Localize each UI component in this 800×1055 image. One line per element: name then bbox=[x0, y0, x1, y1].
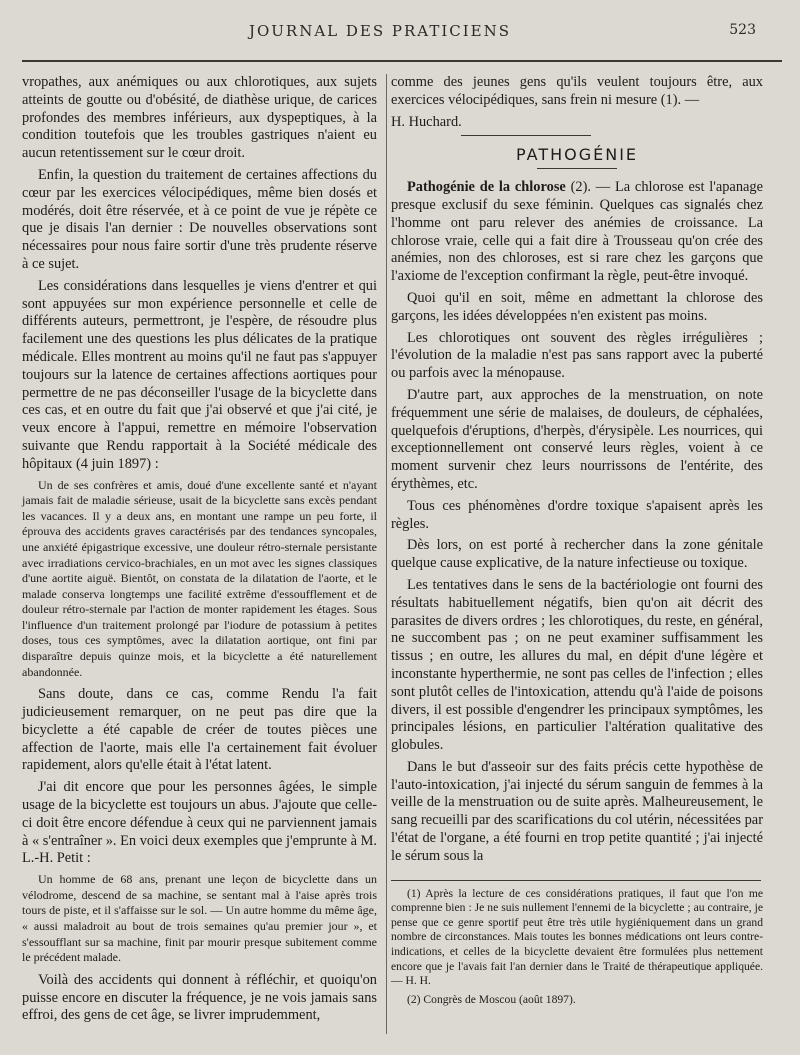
section-separator bbox=[461, 135, 591, 136]
left-column bbox=[22, 74, 377, 1029]
paragraph: Enfin, la question du traitement de certaines affections du cœur par les exercices vélocipédiques, même bien dosés et modérés, doit être réservée, et à ce point de vue je répète ce que je disais l'an dernier : De nouvelles observations sont nécessaires pour nous faire sortir d'une très prudente réserve à ce sujet. bbox=[22, 166, 377, 272]
paragraph: D'autre part, aux approches de la menstruation, on note fréquemment une série de malaises, de douleurs, de céphalées, quelquefois d'éruptions, d'herpès, d'érysipèle. Les nourrices, qui exceptionnellement ont conservé leurs règles, voient à ce moment survenir chez leurs nourrissons de l'entérite, des érythèmes, etc. bbox=[391, 386, 763, 492]
heading-underline bbox=[537, 168, 617, 169]
article-title: Pathogénie de la chlorose bbox=[407, 179, 566, 196]
section-heading: PATHOGÉNIE bbox=[515, 145, 639, 165]
footnote-rule bbox=[391, 880, 761, 881]
paragraph: J'ai dit encore que pour les personnes âgées, le simple usage de la bicyclette est toujours un abus. J'ajoute que celle-ci doit être encore défendue à ceux qui ne parviennent jamais à « s'entraîner ». En voici deux exemples que j'emprunte à M. L.-H. Petit : bbox=[22, 779, 377, 867]
observation-paragraph: Un homme de 68 ans, prenant une leçon de bicyclette dans un vélodrome, descend de sa machine, se sentant mal à l'aise après trois tours de piste, et il s'affaisse sur le sol. — Un autre homme du même âge, « aussi maladroit au bout de trois semaines qu'au premier jour », et s'essoufflant sur sa machine, finit par mourir presque subitement comme le précédent malade. bbox=[22, 872, 377, 965]
paragraph bbox=[391, 179, 763, 286]
paragraph: Sans doute, dans ce cas, comme Rendu l'a fait judicieusement remarquer, on ne peut pas dire que la bicyclette a été capable de créer de toutes pièces une affection de l'aorte, mais elle l'a certainement fait évoluer rapidement, alors qu'elle était à l'état latent. bbox=[22, 686, 377, 774]
paragraph: Dans le but d'asseoir sur des faits précis cette hypothèse de l'auto-intoxication, j'ai injecté du sérum sanguin de femmes à la veille de la menstruation ou de suite après. Malheureusement, le sang recueilli par des scarifications du col utérin, nécessitées par l'état de l'organe, a été fourni en trop petite quantité ; j'ai injecté le sérum sous la bbox=[391, 758, 763, 864]
author-signature: H. Huchard. bbox=[391, 113, 462, 130]
footnote: (2) Congrès de Moscou (août 1897). bbox=[407, 992, 576, 1006]
journal-title: JOURNAL DES PRATICIENS bbox=[248, 22, 512, 40]
header-rule bbox=[22, 60, 782, 62]
running-header bbox=[0, 22, 800, 42]
paragraph: Dès lors, on est porté à rechercher dans la zone génitale quelque cause explicative, de la nature infectieuse ou toxique. bbox=[391, 537, 763, 572]
paragraph: Tous ces phénomènes d'ordre toxique s'apaisent après les règles. bbox=[391, 497, 763, 532]
column-divider bbox=[386, 74, 387, 1034]
footnote: (1) Après la lecture de ces considérations pratiques, il faut que l'on me comprenne bien : Je ne suis nullement l'ennemi de la bicyclette ; au contraire, je pense que ce genre sportif peut être très utile hygiéniquement dans un grand nombre de circonstances. Mais toutes les bonnes médications ont leurs contre-indications, et celles de la bicyclette devaient être formulées plus nettement encore que je l'avais fait l'an dernier dans le Traité de thérapeutique appliquée. — H. H. bbox=[391, 886, 763, 988]
paragraph: vropathes, aux anémiques ou aux chlorotiques, aux sujets atteints de goutte ou d'obésité, de diathèse urique, de carices profondes des membres inférieurs, aux dyspeptiques, à la condition toutefois que les troubles gastriques n'aient eu aucun retentissement sur le cœur droit. bbox=[22, 74, 377, 162]
page-number: 523 bbox=[729, 22, 756, 38]
right-column bbox=[391, 74, 763, 1011]
paragraph: Quoi qu'il en soit, même en admettant la chlorose des garçons, les idées développées n'en existent pas moins. bbox=[391, 289, 763, 324]
paragraph-text: (2). — La chlorose est l'apanage presque exclusif du sexe féminin. Quelques cas signalés chez l'homme ont paru relever des anémies de croissance. La chlorose vraie, celle qui a fait dire à Trousseau qu'on crée des anémies, non des chloroses, est si rare chez les garçons que l'axiome de l'exception confirmant la règle, peut-être invoqué. bbox=[391, 179, 763, 285]
observation-paragraph: Un de ses confrères et amis, doué d'une excellente santé et n'ayant jamais fait de maladie sérieuse, usait de la bicyclette sans excès pendant les vacances. Il y a deux ans, en montant une rampe un peu forte, il éprouva des accidents graves caractérisés par des tendances syncopales, une anxiété épigastrique excessive, une douleur rétro-sternale persistante avec irradiations cervico-brachiales, en un mot avec les signes classiques d'une aortite aiguë. Bientôt, on constata de la dilatation de l'aorte, et le malade conserva longtemps une facilité extrême d'essoufflement et de douleur rétro-sternale par l'action de monter rapidement les étages. Sous l'influence d'un traitement prolongé par l'iodure de potassium à petites doses, tous ces symptômes, avec la dilatation aortique, ont fini par disparaître depuis quinze mois, et la bicyclette a été naturellement abandonnée. bbox=[22, 477, 377, 679]
paragraph: Voilà des accidents qui donnent à réfléchir, et quoiqu'on puisse encore en discuter la fréquence, je ne vois jamais sans effroi, des gens de cet âge, se livrer imprudemment, bbox=[22, 971, 377, 1024]
paragraph: Les tentatives dans le sens de la bactériologie ont fourni des résultats habituellement négatifs, bien qu'on ait décrit des parasites de divers ordres ; les chlorotiques, du reste, en général, ne succombent pas ; on ne peut examiner suffisamment les tissus ; en outre, les allures du mal, en dépit d'une légère et inconstante hyperthermie, ne sont pas celles de l'infection ; elles sont plutôt celles de l'intoxication, attendu qu'à l'aide de poisons divers, il est possible d'engendrer les principaux symptômes, les principales lésions, en particulier l'altération qualitative des globules. bbox=[391, 576, 763, 754]
paragraph: Les considérations dans lesquelles je viens d'entrer et qui sont appuyées sur mon expérience personnelle et celle de différents auteurs, permettront, je l'espère, de résoudre plus facilement une des questions les plus délicates de la pratique médicale. Elles montrent au moins qu'il ne faut pas s'appuyer toujours sur la latence de certaines affections aortiques pour permettre de ne pas déconseiller l'usage de la bicyclette dans ces cas, et en outre du fait que j'ai observé et que j'ai cité, je veux encore à l'appui, remettre en mémoire l'observation suivante que Rendu rapportait à la Société médicale des hôpitaux (4 juin 1897) : bbox=[22, 277, 377, 472]
paragraph: comme des jeunes gens qu'ils veulent toujours être, aux exercices vélocipédiques, sans frein ni mesure (1). — bbox=[391, 74, 763, 108]
paragraph: Les chlorotiques ont souvent des règles irrégulières ; l'évolution de la maladie n'est pas sans rapport avec la puberté ou parfois avec la ménopause. bbox=[391, 329, 763, 382]
